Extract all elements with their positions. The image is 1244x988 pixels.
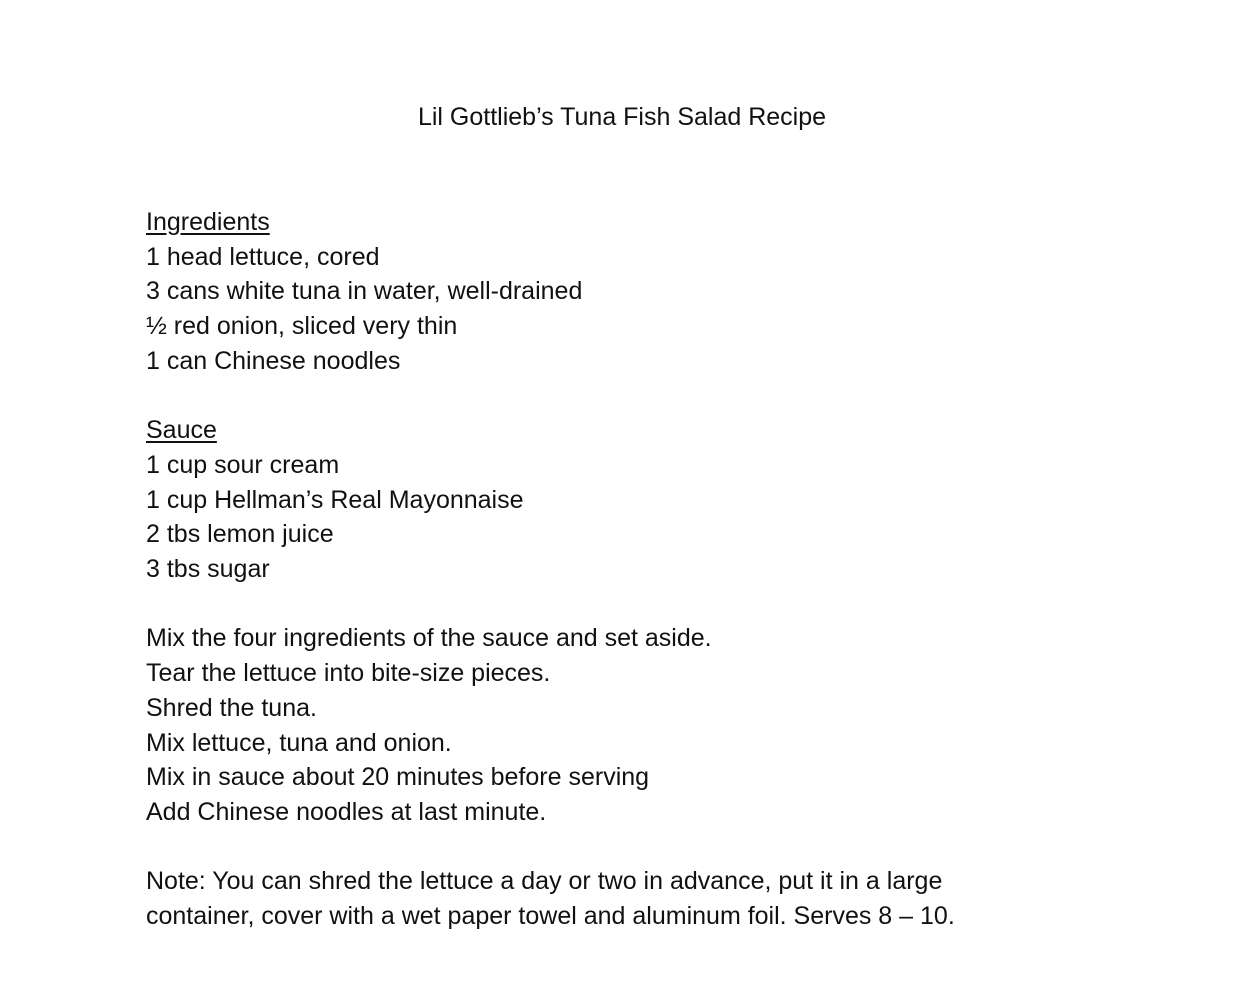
instruction-step: Mix the four ingredients of the sauce and set aside. — [146, 624, 712, 653]
ingredients-heading: Ingredients — [146, 208, 270, 236]
instructions-section — [146, 621, 1146, 829]
instruction-step: Add Chinese noodles at last minute. — [146, 797, 547, 826]
instruction-step: Tear the lettuce into bite-size pieces. — [146, 659, 551, 688]
note-line: container, cover with a wet paper towel and aluminum foil. Serves 8 – 10. — [146, 902, 955, 931]
instruction-step: Shred the tuna. — [146, 693, 317, 722]
note-section — [146, 864, 1146, 933]
ingredients-section — [146, 205, 1146, 379]
recipe-title: Lil Gottlieb’s Tuna Fish Salad Recipe — [417, 103, 827, 131]
ingredient-item: 1 can Chinese noodles — [146, 346, 401, 375]
recipe-body — [146, 205, 1146, 934]
sauce-item: 3 tbs sugar — [146, 555, 270, 584]
sauce-heading: Sauce — [146, 416, 217, 445]
sauce-item: 2 tbs lemon juice — [146, 520, 334, 549]
section-spacer — [146, 587, 1146, 622]
ingredient-item: ½ red onion, sliced very thin — [146, 312, 458, 341]
ingredient-item: 3 cans white tuna in water, well-drained — [146, 277, 583, 306]
instruction-step: Mix lettuce, tuna and onion. — [146, 728, 452, 757]
instruction-step: Mix in sauce about 20 minutes before serving — [146, 763, 650, 792]
note-line: Note: You can shred the lettuce a day or two in advance, put it in a large — [146, 867, 943, 896]
ingredient-item: 1 head lettuce, cored — [146, 242, 380, 271]
sauce-item: 1 cup Hellman’s Real Mayonnaise — [146, 485, 524, 514]
sauce-item: 1 cup sour cream — [146, 450, 340, 479]
section-spacer — [146, 830, 1146, 865]
section-spacer — [146, 379, 1146, 414]
sauce-section — [146, 413, 1146, 587]
